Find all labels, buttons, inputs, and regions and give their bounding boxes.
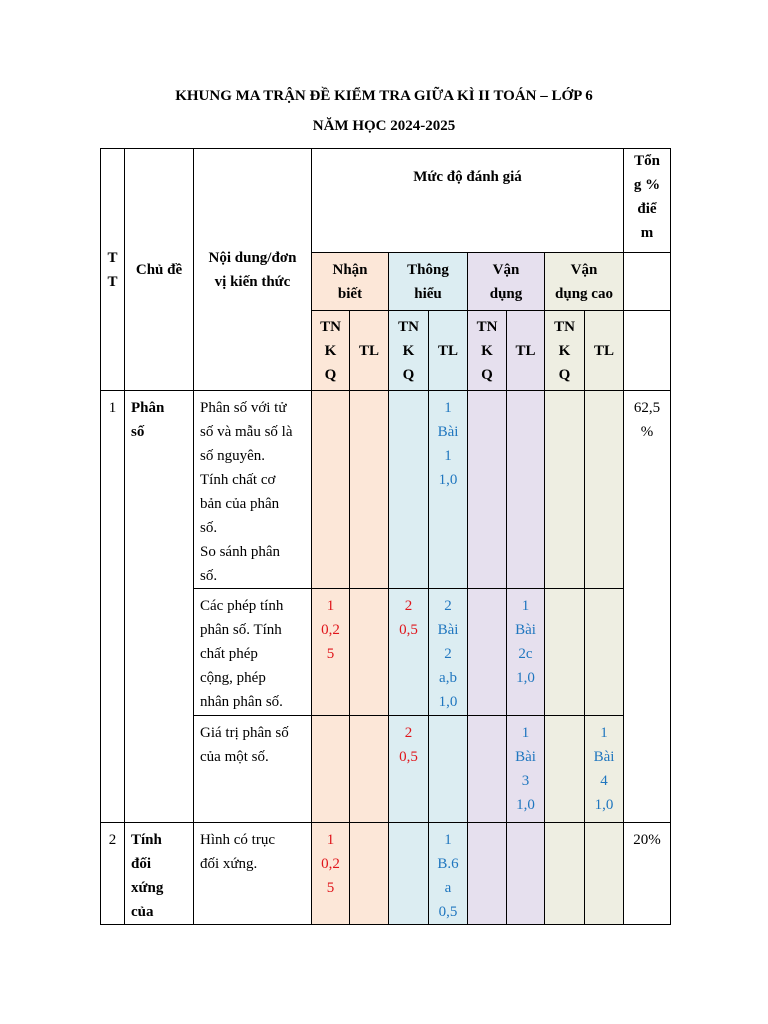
empty-cell bbox=[312, 391, 350, 589]
total-percent-cell: 62,5 % bbox=[624, 391, 671, 823]
empty-cell bbox=[389, 391, 429, 589]
empty-cell bbox=[312, 716, 350, 823]
header-total-percent: Tổn g % điể m bbox=[624, 149, 671, 253]
empty-cell bbox=[429, 716, 468, 823]
table-row bbox=[101, 823, 671, 925]
nb-tnkq-header: TN K Q bbox=[312, 311, 350, 391]
empty-cell bbox=[350, 823, 389, 925]
empty-cell bbox=[585, 391, 624, 589]
header-assessment-level: Mức độ đánh giá bbox=[312, 149, 624, 253]
header-row-1 bbox=[101, 149, 671, 253]
empty-cell bbox=[389, 823, 429, 925]
empty-cell bbox=[585, 823, 624, 925]
topic-cell: Tính đối xứng của bbox=[125, 823, 194, 925]
school-year: NĂM HỌC 2024-2025 bbox=[312, 118, 456, 134]
nb-tl-header: TL bbox=[350, 311, 389, 391]
score-cell: 2 Bài 2 a,b 1,0 bbox=[429, 589, 468, 716]
th-tnkq-header: TN K Q bbox=[389, 311, 429, 391]
topic-cell: Phân số bbox=[125, 391, 194, 823]
document-title: KHUNG MA TRẬN ĐỀ KIỂM TRA GIỮA KÌ II TOÁN – LỚP 6 bbox=[175, 88, 593, 104]
empty-cell bbox=[624, 253, 671, 311]
header-tt: T T bbox=[101, 149, 125, 391]
score-cell: 1 0,2 5 bbox=[312, 589, 350, 716]
empty-cell bbox=[350, 589, 389, 716]
row-number: 1 bbox=[101, 391, 125, 823]
empty-cell bbox=[624, 311, 671, 391]
empty-cell bbox=[507, 391, 545, 589]
empty-cell bbox=[545, 716, 585, 823]
empty-cell bbox=[468, 589, 507, 716]
empty-cell bbox=[350, 716, 389, 823]
content-cell: Giá trị phân số của một số. bbox=[194, 716, 312, 823]
header-topic: Chủ đề bbox=[125, 149, 194, 391]
empty-cell bbox=[468, 391, 507, 589]
score-cell: 1 0,2 5 bbox=[312, 823, 350, 925]
table-row bbox=[101, 391, 671, 589]
score-cell: 2 0,5 bbox=[389, 589, 429, 716]
empty-cell bbox=[545, 391, 585, 589]
empty-cell bbox=[468, 716, 507, 823]
content-cell: Hình có trục đối xứng. bbox=[194, 823, 312, 925]
score-cell: 1 Bài 4 1,0 bbox=[585, 716, 624, 823]
score-cell: 1 Bài 3 1,0 bbox=[507, 716, 545, 823]
row-number: 2 bbox=[101, 823, 125, 925]
empty-cell bbox=[585, 589, 624, 716]
level-van-dung: Vận dụng bbox=[468, 253, 545, 311]
score-cell: 1 B.6 a 0,5 bbox=[429, 823, 468, 925]
empty-cell bbox=[350, 391, 389, 589]
score-cell: 1 Bài 1 1,0 bbox=[429, 391, 468, 589]
vd-tl-header: TL bbox=[507, 311, 545, 391]
vd-tnkq-header: TN K Q bbox=[468, 311, 507, 391]
empty-cell bbox=[468, 823, 507, 925]
empty-cell bbox=[507, 823, 545, 925]
vc-tnkq-header: TN K Q bbox=[545, 311, 585, 391]
content-cell: Phân số với tử số và mẫu số là số nguyên. Tính chất cơ bản của phân số. So sánh phân số. bbox=[194, 391, 312, 589]
total-percent-cell: 20% bbox=[624, 823, 671, 925]
content-cell: Các phép tính phân số. Tính chất phép cộng, phép nhân phân số. bbox=[194, 589, 312, 716]
level-van-dung-cao: Vận dụng cao bbox=[545, 253, 624, 311]
score-cell: 2 0,5 bbox=[389, 716, 429, 823]
header-content: Nội dung/đơn vị kiến thức bbox=[194, 149, 312, 391]
score-cell: 1 Bài 2c 1,0 bbox=[507, 589, 545, 716]
level-nhan-biet: Nhận biết bbox=[312, 253, 389, 311]
assessment-matrix-table bbox=[100, 148, 671, 925]
empty-cell bbox=[545, 823, 585, 925]
vc-tl-header: TL bbox=[585, 311, 624, 391]
empty-cell bbox=[545, 589, 585, 716]
th-tl-header: TL bbox=[429, 311, 468, 391]
level-thong-hieu: Thông hiểu bbox=[389, 253, 468, 311]
